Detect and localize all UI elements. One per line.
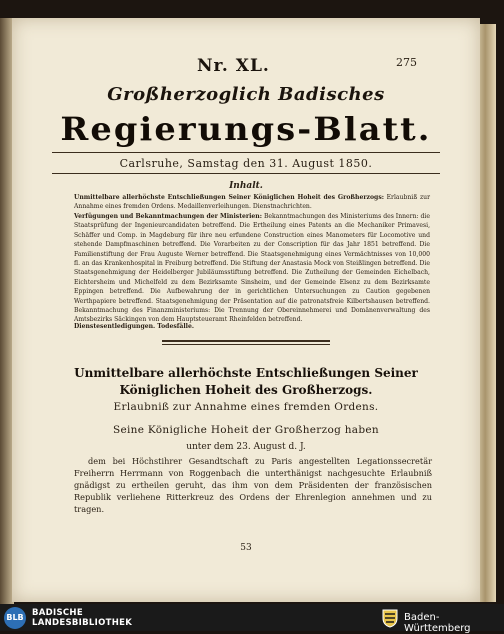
divider [52, 152, 440, 153]
blb-logo-icon[interactable]: BLB [4, 607, 26, 629]
divider-thick [162, 340, 330, 342]
gazette-subtitle: Großherzoglich Badisches [107, 84, 385, 105]
toc-entry-2-heading: Verfügungen und Bekanntmachungen der Ministerien: [74, 213, 262, 220]
toc-entry-1-text: Erlaubniß zur Annahme eines fremden Ordens. Medaillenverleihungen. Dienstnachrichten. [74, 194, 430, 211]
section-date: unter dem 23. August d. J. [186, 442, 306, 452]
page-number: 275 [396, 56, 417, 69]
blb-name-line-2: LANDESBIBLIOTHEK [32, 618, 133, 628]
section-intro: Seine Königliche Hoheit der Großherzog haben [113, 424, 379, 436]
divider [162, 344, 330, 345]
body-paragraph: dem bei Höchstihrer Gesandtschaft zu Paris angestellten Legationssecretär Freiherrn Herrmann von Roggenbach die unterthänigst nachgesuchte Erlaubniß gnädigst zu ertheilen geruht, das ihm von dem Präsidenten der französischen Republik verliehene Ritterkreuz des Ordens der Ehrenlegion annehmen und zu tragen. [74, 456, 432, 514]
toc-entry-2-text: Bekanntmachungen des Ministeriums des Innern: die Staatsprüfung der Ingenieurcandidaten betreffend. Die Ertheilung eines Patents an die Mechaniker Primavesi, Schäffer und Comp. in Magdeburg für ihre neu erfundene Construction eines Manometers für Locomotive und stehende Dampfmaschinen betreffend. Die Vorarbeiten zu der Conscription für das Jahr 1851 betreffend. Die Familienstiftung der Frau Auguste Werner betreffend. Die Staatsgenehmigung eines Vermächtnisses von 10,000 fl. an das Krankenhospital in Freiburg betreffend. Die Stiftung der Anastasia Mock von Steißlingen betreffend. Die Staatsgenehmigung der Heidelberger Jubiläumsstiftung betreffend. Die Zutheilung der Gemeinden Eichelbach, Eichtersheim und Michelfeld zu dem Bezirksamte Sinsheim, und der Gemeinde Elsenz zu dem Bezirksamte Eppingen betreffend. Die Aufbewahrung der in gerichtlichen Untersuchungen zu Caution gegebenen Werthpapiere betreffend. Staatsgenehmigung der Präsentation auf die patronatsfreie Kilbertshausen betreffend. Bekanntmachung des Finanzministeriums: Die Trennung der Obereinnehmerei und Domänenverwaltung des Amtsbezirks Säckingen von dem Hauptsteueramt Rheinfelden betreffend. [74, 213, 430, 324]
toc-entry-1 [74, 193, 430, 212]
section-heading: Unmittelbare allerhöchste Entschließungen Seiner Königlichen Hoheit des Großherzogs. [74, 366, 418, 397]
footer-bar [0, 604, 504, 634]
dateline: Carlsruhe, Samstag den 31. August 1850. [119, 157, 373, 170]
book-gutter [478, 24, 496, 602]
blb-library-name[interactable] [32, 608, 132, 628]
baden-wuerttemberg-crest-icon [380, 608, 400, 628]
baden-wuerttemberg-label[interactable]: Baden-Württemberg [404, 612, 471, 634]
toc-entry-3 [74, 322, 430, 331]
signature-number: 53 [240, 543, 252, 553]
gazette-title: Regierungs-Blatt. [60, 110, 432, 148]
toc-entry-1-heading: Unmittelbare allerhöchste Entschließungen Seiner Königlichen Hoheit des Großherzogs: [74, 194, 384, 201]
issue-number: Nr. XL. [197, 56, 270, 76]
toc-entry-3-heading: Dienstesentledigungen. Todesfälle. [74, 323, 194, 330]
section-subheading: Erlaubniß zur Annahme eines fremden Ordens. [113, 401, 379, 413]
toc-entry-2 [74, 212, 430, 325]
blb-name-line-1: BADISCHE [32, 608, 83, 618]
document-page [12, 18, 480, 602]
contents-label: Inhalt. [229, 181, 263, 191]
divider [52, 173, 440, 174]
